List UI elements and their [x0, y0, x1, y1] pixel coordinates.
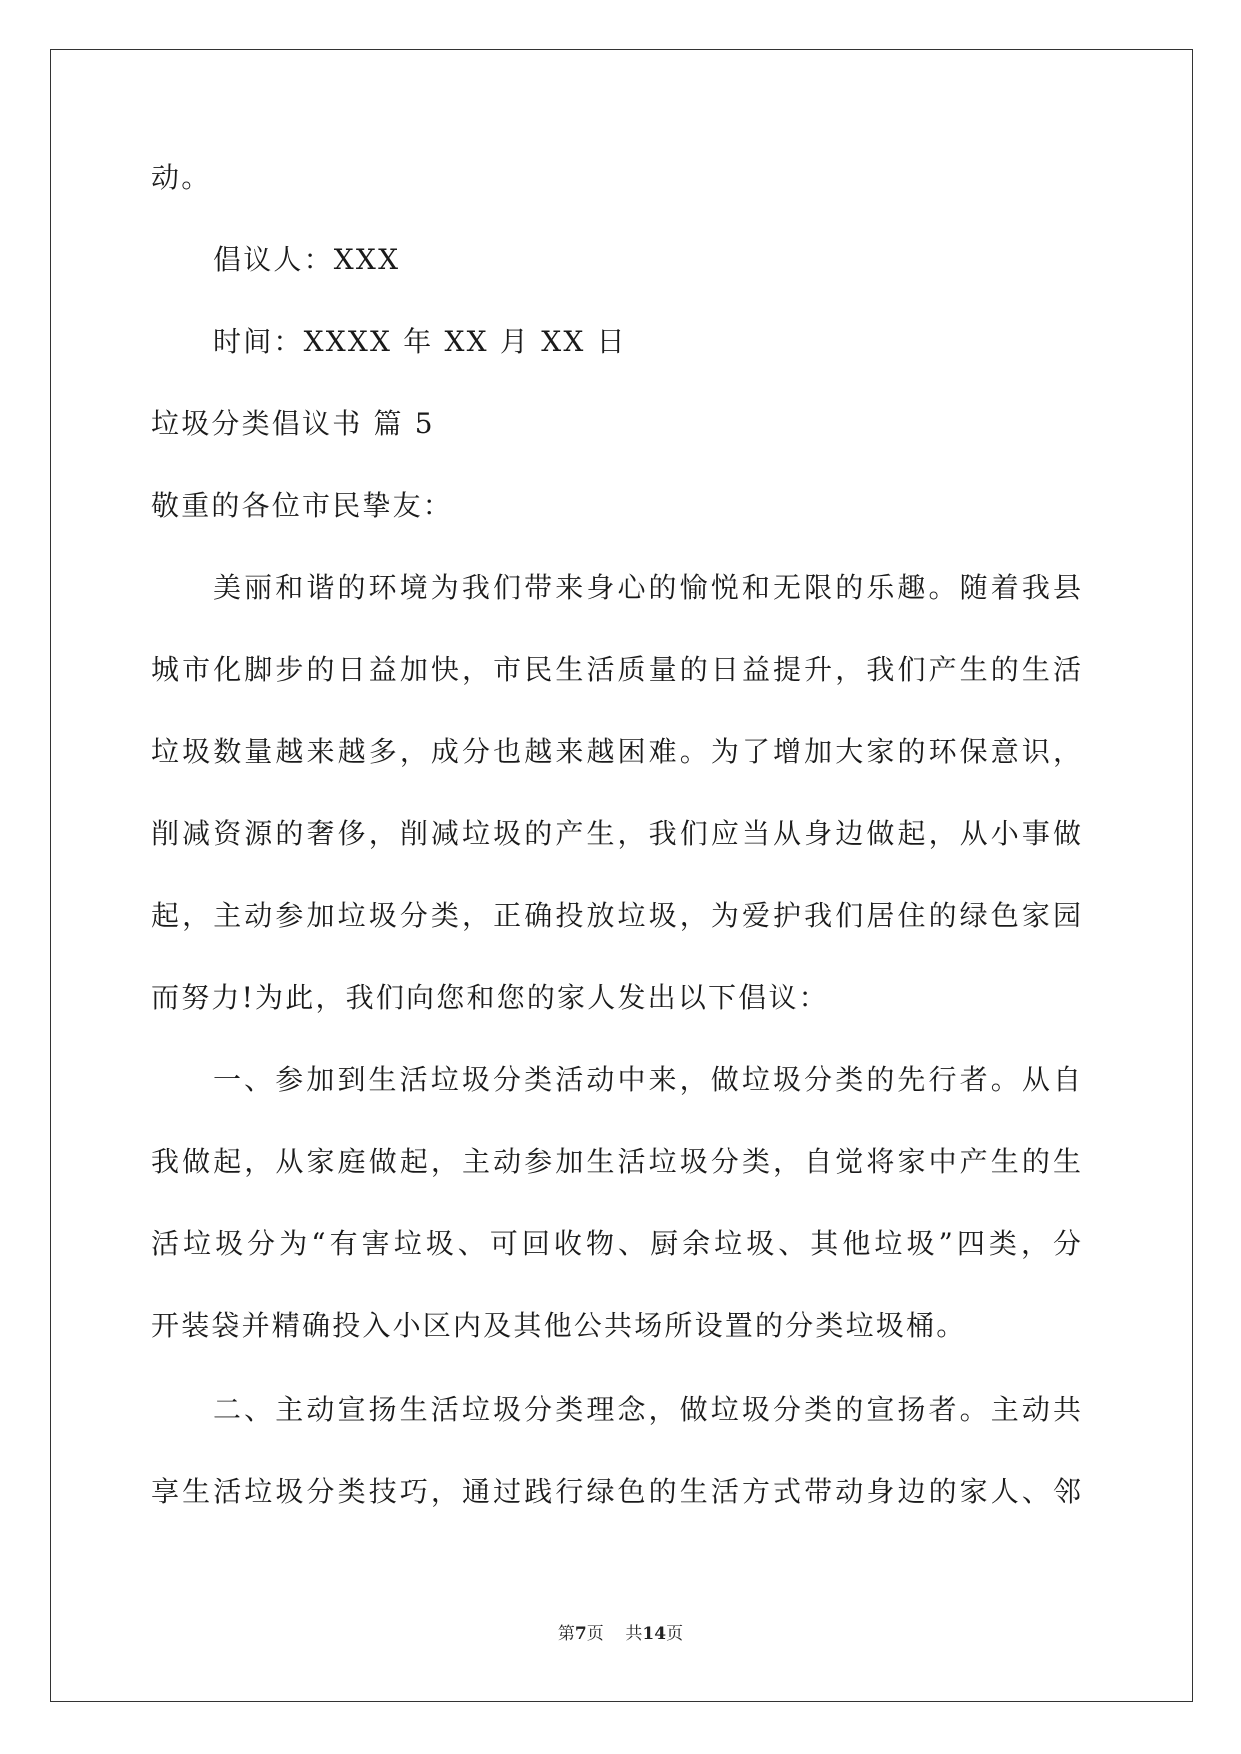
text-line: 一、参加到生活垃圾分类活动中来，做垃圾分类的先行者。从自: [213, 1063, 1081, 1096]
text-line: 美丽和谐的环境为我们带来身心的愉悦和无限的乐趣。随着我县: [213, 571, 1081, 604]
text-line: 而努力!为此，我们向您和您的家人发出以下倡议：: [151, 981, 829, 1014]
page-border: [50, 49, 1193, 1702]
text-line: 开装袋并精确投入小区内及其他公共场所设置的分类垃圾桶。: [151, 1309, 967, 1342]
footer-page-prefix: 第: [557, 1624, 575, 1644]
text-line: 倡议人：XXX: [213, 243, 401, 276]
text-line: 享生活垃圾分类技巧，通过践行绿色的生活方式带动身边的家人、邻: [151, 1475, 1081, 1508]
text-line: 时间：XXXX 年 XX 月 XX 日: [213, 325, 627, 358]
text-line: 削减资源的奢侈，削减垃圾的产生，我们应当从身边做起，从小事做: [151, 817, 1081, 850]
footer-page-number: 7: [574, 1624, 587, 1644]
text-line: 城市化脚步的日益加快，市民生活质量的日益提升，我们产生的生活: [151, 653, 1081, 686]
footer-total-suffix: 页: [666, 1624, 684, 1644]
page-footer: [0, 1623, 1241, 1645]
text-line: 垃圾分类倡议书 篇 5: [151, 407, 435, 440]
text-line: 垃圾数量越来越多，成分也越来越困难。为了增加大家的环保意识，: [151, 735, 1081, 768]
text-line: 动。: [151, 161, 212, 194]
text-line: 活垃圾分为“有害垃圾、可回收物、厨余垃圾、其他垃圾”四类，分: [151, 1227, 1081, 1260]
footer-total-pages: 14: [642, 1624, 667, 1644]
footer-total-prefix: 共: [625, 1624, 643, 1644]
text-line: 二、主动宣扬生活垃圾分类理念，做垃圾分类的宣扬者。主动共: [213, 1393, 1081, 1426]
text-line: 我做起，从家庭做起，主动参加生活垃圾分类，自觉将家中产生的生: [151, 1145, 1081, 1178]
text-line: 起，主动参加垃圾分类，正确投放垃圾，为爱护我们居住的绿色家园: [151, 899, 1081, 932]
text-line: 敬重的各位市民挚友：: [151, 489, 454, 522]
footer-page-suffix: 页: [586, 1624, 604, 1644]
